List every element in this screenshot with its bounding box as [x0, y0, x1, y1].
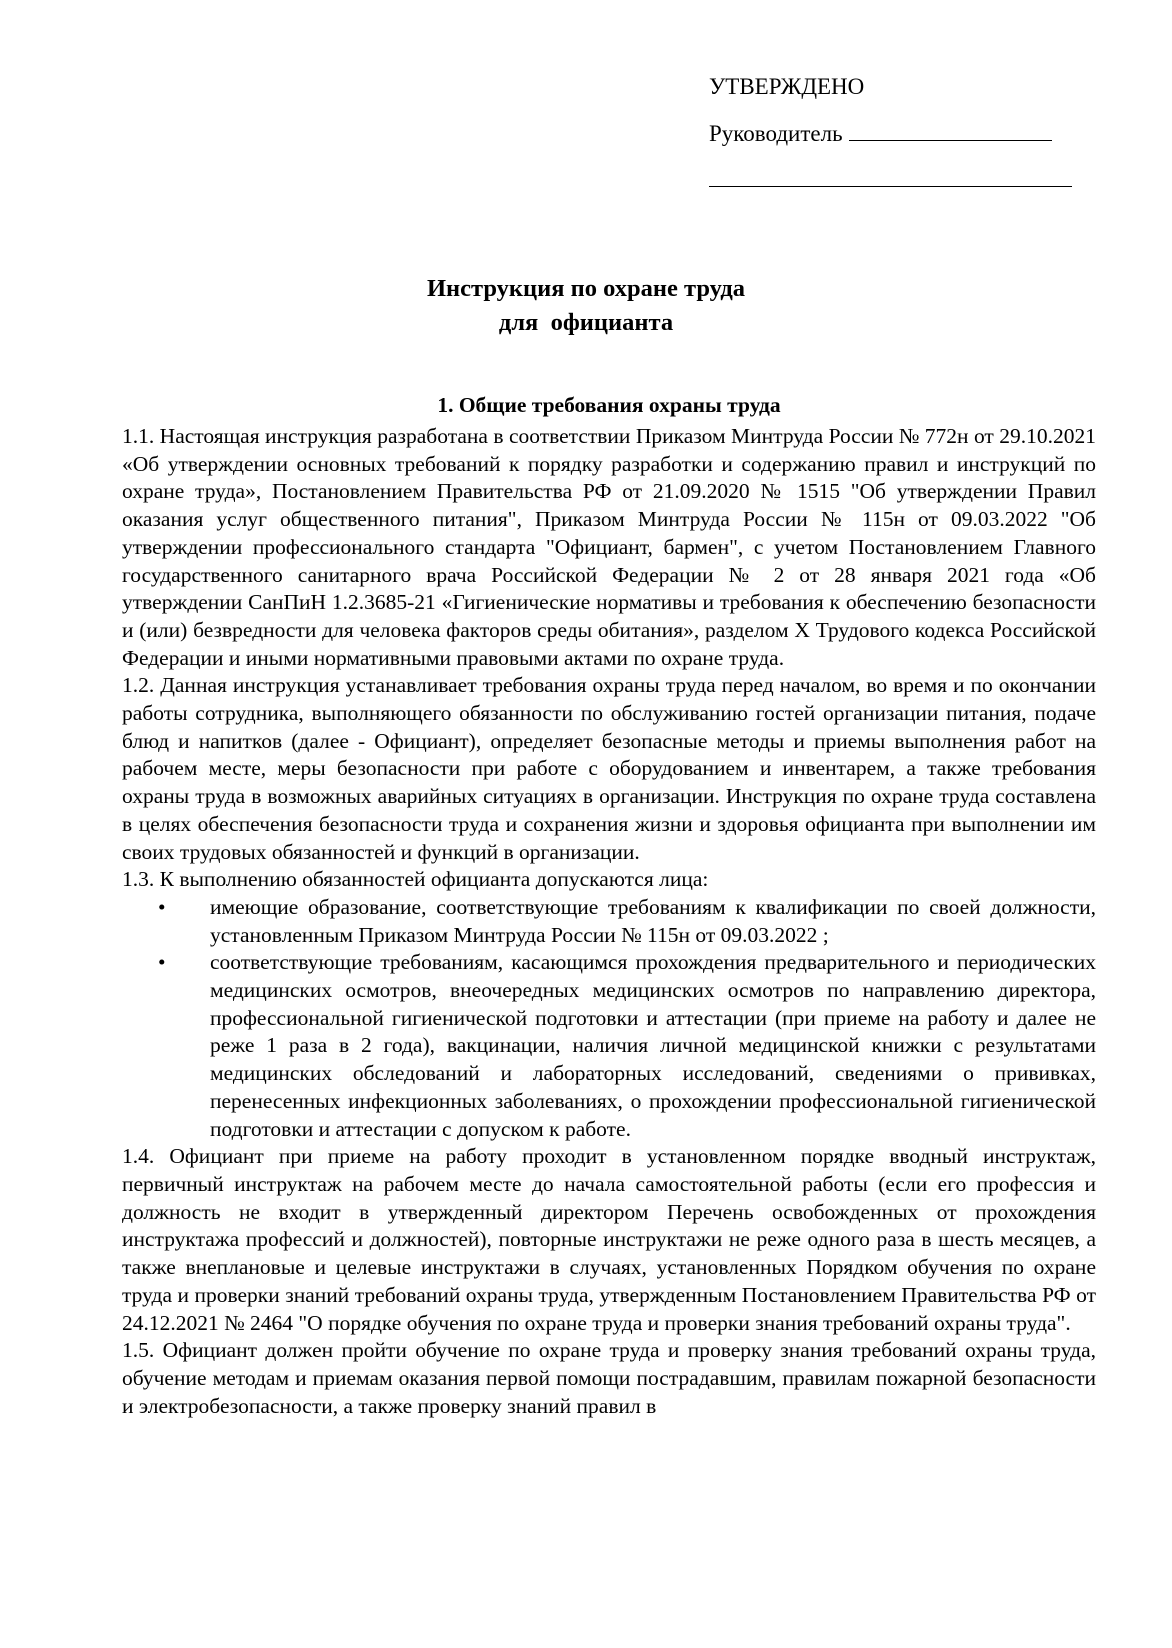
- approval-name-row: [709, 164, 1089, 210]
- list-item-text: соответствующие требованиям, касающимся прохождения предварительного и периодических медицинских осмотров, внеочередных медицинских осмотров по направлению директора, профессиональной гигиенической подготовки и аттестации (при приеме на работу и далее не реже 1 раза в 2 года), вакцинации, наличия личной медицинской книжки с результатами медицинских обследований и лабораторных исследований, сведениями о прививках, перенесенных инфекционных заболеваниях, о прохождении профессиональной гигиенической подготовки и аттестации с допуском к работе.: [210, 950, 1096, 1141]
- list-item-text: имеющие образование, соответствующие требованиям к квалификации по своей должности, установленным Приказом Минтруда России № 115н от 09.03.2022 ;: [210, 894, 1096, 947]
- approval-head-row: [709, 118, 1089, 164]
- paragraph-1-1: 1.1. Настоящая инструкция разработана в соответствии Приказом Минтруда России № 772н от 29.10.2021 «Об утверждении основных требований к порядку разработки и содержанию правил и инструкций по охране труда», Постановлением Правительства РФ от 21.09.2020 № 1515 "Об утверждении Правил оказания услуг общественного питания", Приказом Минтруда России № 115н от 09.03.2022 "Об утверждении профессионального стандарта "Официант, бармен", с учетом Постановлением Главного государственного санитарного врача Российской Федерации № 2 от 28 января 2021 года «Об утверждении СанПиН 1.2.3685-21 «Гигиенические нормативы и требования к обеспечению безопасности и (или) безвредности для человека факторов среды обитания», разделом X Трудового кодекса Российской Федерации и иными нормативными правовыми актами по охране труда.: [122, 424, 1096, 670]
- document-title-line2: для официанта: [498, 309, 674, 336]
- list-item: [158, 949, 1096, 1143]
- approval-head-label: Руководитель: [709, 121, 843, 146]
- document-title-line1: Инструкция по охране труда: [426, 275, 746, 302]
- approval-approved-row: [709, 72, 1089, 118]
- admission-list: [122, 894, 1096, 1143]
- list-item: [158, 894, 1096, 949]
- paragraph-1-4: 1.4. Официант при приеме на работу проходит в установленном порядке вводный инструктаж, первичный инструктаж на рабочем месте до начала самостоятельной работы (если его профессия и должность не входит в утвержденный директором Перечень освобожденных от прохождения инструктажа профессий и должностей), повторные инструктажи не реже одного раза в шесть месяцев, а также внеплановые и целевые инструктажи в случаях, установленных Порядком обучения по охране труда и проверки знаний требований охраны труда, утвержденным Постановлением Правительства РФ от 24.12.2021 № 2464 "О порядке обучения по охране труда и проверки знания требований охраны труда".: [122, 1144, 1096, 1335]
- paragraph-1-2: 1.2. Данная инструкция устанавливает требования охраны труда перед началом, во время и по окончании работы сотрудника, выполняющего обязанности по обслуживанию гостей организации питания, подаче блюд и напитков (далее - Официант), определяет безопасные методы и приемы выполнения работ на рабочем месте, меры безопасности при работе с оборудованием и инвентарем, а также требования охраны труда в возможных аварийных ситуациях в организации. Инструкция по охране труда составлена в целях обеспечения безопасности труда и сохранения жизни и здоровья официанта при выполнении им своих трудовых обязанностей и функций в организации.: [122, 673, 1096, 864]
- approval-block: [709, 72, 1089, 210]
- paragraph-1-5: 1.5. Официант должен пройти обучение по охране труда и проверку знания требований охраны труда, обучение методам и приемам оказания первой помощи пострадавшим, правилам пожарной безопасности и электробезопасности, а также проверку знаний правил в: [122, 1338, 1096, 1418]
- paragraph-1-3: 1.3. К выполнению обязанностей официанта допускаются лица:: [122, 867, 709, 892]
- head-name-line: [709, 164, 1072, 187]
- section-1-heading: 1. Общие требования охраны труда: [437, 393, 781, 417]
- approval-approved: УТВЕРЖДЕНО: [709, 74, 865, 99]
- bullet-icon: •: [158, 950, 166, 975]
- bullet-icon: •: [158, 894, 166, 919]
- head-signature-line: [849, 118, 1052, 141]
- document-title: [0, 272, 1172, 340]
- section-1-body: [122, 423, 1096, 1420]
